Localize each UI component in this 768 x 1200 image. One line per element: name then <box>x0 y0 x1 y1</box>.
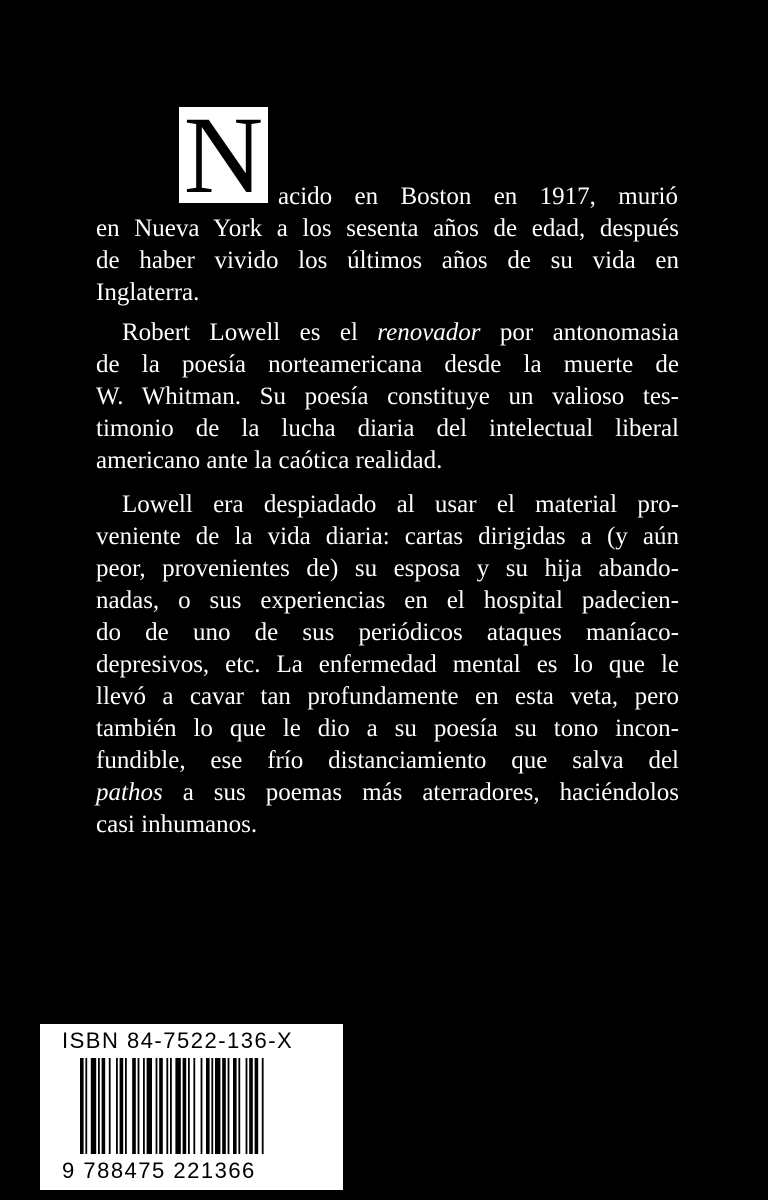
barcode-bar <box>102 1058 106 1154</box>
barcode-bar <box>233 1058 237 1154</box>
barcode-bar <box>238 1058 240 1154</box>
barcode-bar <box>138 1058 140 1154</box>
paragraph-1-line-3: de haber vivido los últimos años de su vida en <box>96 247 679 274</box>
paragraph-2-line-3: W. Whitman. Su poesía constituye un valioso tes- <box>96 383 679 410</box>
barcode-bar <box>116 1058 118 1154</box>
barcode-bar <box>188 1058 190 1154</box>
barcode-bar <box>206 1058 210 1154</box>
barcode-bar <box>193 1058 195 1154</box>
paragraph-2-line-5: americano ante la caótica realidad. <box>96 447 443 474</box>
barcode-bar <box>80 1058 84 1154</box>
paragraph-2-line-2: de la poesía norteamericana desde la muerte de <box>96 351 679 378</box>
barcode-bar <box>91 1058 96 1154</box>
barcode-bar <box>143 1058 145 1154</box>
barcode-bar <box>170 1058 172 1154</box>
barcode-bar <box>246 1058 248 1154</box>
paragraph-3-line-11: casi inhumanos. <box>96 811 258 838</box>
italic-pathos: pathos <box>96 779 163 806</box>
paragraph-3-line-2: veniente de la vida diaria: cartas dirigidas a (y aún <box>96 523 679 550</box>
paragraph-3-line-8: también lo que le dio a su poesía su tono incon- <box>96 715 679 742</box>
barcode-bar <box>222 1058 226 1154</box>
paragraph-3-line-4: nadas, o sus experiencias en el hospital padecien- <box>96 587 679 614</box>
isbn-barcode <box>40 1024 343 1190</box>
barcode-bar <box>215 1058 220 1154</box>
barcode-bar <box>249 1058 253 1154</box>
barcode-bar <box>85 1058 87 1154</box>
barcode-bar <box>201 1058 203 1154</box>
barcode-bar <box>228 1058 230 1154</box>
barcode-bar <box>120 1058 124 1154</box>
paragraph-3-line-7: llevó a cavar tan profundamente en esta veta, pero <box>96 683 679 710</box>
barcode-bar <box>183 1058 187 1154</box>
drop-cap: N <box>179 107 268 203</box>
paragraph-2-text: por antonomasia <box>499 319 679 346</box>
paragraph-3-line-3: peor, provenientes de) su esposa y su hija abando- <box>96 555 679 582</box>
paragraph-3-line-6: depresivos, etc. La enfermedad mental es lo que le <box>96 651 679 678</box>
paragraph-1-line-2: en Nueva York a los sesenta años de edad, después <box>96 215 679 242</box>
barcode-bar <box>166 1058 168 1154</box>
paragraph-2-line-4: timonio de la lucha diaria del intelectual liberal <box>96 415 679 442</box>
ean-digits: 9 788475 221366 <box>62 1158 256 1183</box>
barcode-bar <box>255 1058 259 1154</box>
paragraph-3-line-5: do de uno de sus periódicos ataques maníaco- <box>96 619 679 646</box>
paragraph-1-line-1: acido en Boston en 1917, murió <box>278 183 678 210</box>
paragraph-3-text: a sus poemas más aterradores, haciéndolos <box>182 779 680 806</box>
barcode-bar <box>98 1058 100 1154</box>
barcode-bar <box>147 1058 152 1154</box>
paragraph-1-line-4: Inglaterra. <box>96 279 200 306</box>
paragraph-2-text: Robert Lowell es el <box>122 319 358 346</box>
barcode-bar <box>159 1058 163 1154</box>
paragraph-2-line-1 <box>122 318 679 348</box>
barcode-bar <box>211 1058 213 1154</box>
italic-renovador: renovador <box>377 319 481 346</box>
paragraph-3-line-1: Lowell era despiadado al usar el material pro- <box>122 491 679 518</box>
barcode-bar <box>175 1058 180 1154</box>
paragraph-3-line-10 <box>96 778 679 808</box>
barcode-bars <box>80 1058 320 1154</box>
paragraph-3-line-9: fundible, ese frío distanciamiento que salva del <box>96 747 679 774</box>
barcode-bar <box>262 1058 264 1154</box>
barcode-bar <box>109 1058 111 1154</box>
barcode-bar <box>156 1058 158 1154</box>
barcode-bar <box>132 1058 136 1154</box>
barcode-bar <box>125 1058 127 1154</box>
isbn-label: ISBN 84-7522-136-X <box>62 1028 294 1053</box>
